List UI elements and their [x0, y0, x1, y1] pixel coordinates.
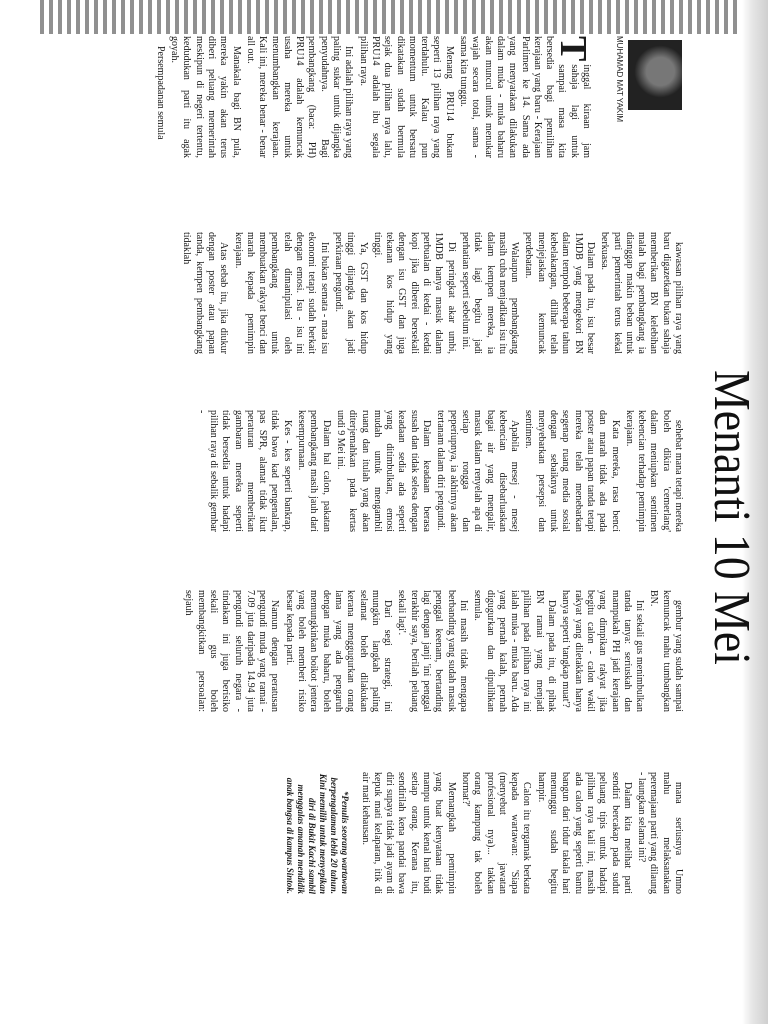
- column-paragraph: Calon itu tergamak berkata kepada wartawan: 'Siapa (menyebut jawatan profesional nya)... takkan orang kampung tak boleh hormat?': [459, 772, 533, 894]
- column-paragraph: Kes - kes seperti bankrap, tidak bawa kad pengenalan, pas SPR, alamat tidak ikut peraturan memberikan gambaran mereka seperti tidak bersedia untuk hadapi pilihan raya di sebalik gembar -: [195, 410, 293, 532]
- article-column-3: [192, 410, 684, 532]
- byline: MUHAMAD MAT YAKIM: [615, 36, 624, 123]
- column-paragraph: mana seriusnya Umno mahu melaksanakan peremajaan parti yang dilaung - laungkan selama ini?: [636, 772, 684, 894]
- article-column-4: [180, 590, 684, 712]
- column-paragraph: Ini sekali gus menimbulkan tanda tanya: seriuskah dan mampukah PH jadi kerajaan yang dimpikan rakyat jika begitu calon - calon wakil rakyat yang diletakkan hanya hanya seperti 'tangkap muat'?: [560, 590, 646, 712]
- column-paragraph: Apabila mesej - mesej kebencian disebarluaskan bagai air yang mengalir, masuk dalam renyelah apa di setiap rongga dan peperiupnya, ia akhirnya akan tertanam dalam diri pengundi.: [435, 410, 521, 532]
- column-paragraph: Memangkah pemimpin yang buat kenyataan tidak mampu untuk kenal hati budi setiap orang. Kerana itu, sendirilah kena pandai bawa diri supaya tidak jadi ayam di kepuk mati kelaparan, itik di air mati kehausan.: [359, 772, 457, 894]
- column-paragraph: Ini adalah pilihan raya yang paling sukar untuk dijangka penyudahnya. Bagi pembangkang (baca: PH) PRU14 adalah kemuncak usaha mereka untuk menumbangkan kerajaan. Kali ini, mereka benar - benar all out.: [244, 36, 355, 158]
- column-paragraph: Dalam pada itu, di pihak BN ramai yang menjadi pilihan pada pilihan raya ini ialah muka - muka baru. Ada yang pernah kalah, pernah digugurkan dan dipulihkan semula.: [472, 590, 558, 712]
- column-paragraph: kawasan pilihan raya yang baru digazetkan bukan sahaja memberikan BN kelebihan malah bagi pembangkang ia dianggap makin beban untuk parti pemerintah terus kekal berkuasa.: [599, 232, 684, 354]
- article-column-1: [2, 36, 592, 158]
- headline: Menanti 10 Mei: [703, 370, 760, 665]
- column-paragraph: Dalam pada itu, isu besar 1MDB yang mengekori BN dalam tempoh beberapa tahun kebelakangan, dilihat telah menjejaskan kemuncak perdebatan.: [523, 232, 596, 354]
- column-paragraph: Dalam hal calon, pakatan pembangkang masih jauh dari kesempurnaan.: [296, 410, 332, 532]
- article-column-2: [178, 232, 684, 354]
- author-photo: [628, 40, 682, 110]
- column-paragraph: gembur yang sudah sampai kemuncak mahu tumbangkan BN.: [648, 590, 684, 712]
- author-note: *Penulis seorang wartawan berpengalaman lebih 20 tahun. Kini memilih untuk menyepikan diri di Bukit Kachi sambil menggalas amanah mendidik anak bangsa di kampus Sintok.: [285, 773, 351, 894]
- article-column-5: [282, 772, 684, 894]
- column-paragraph: Kata mereka, rasa benci dan marah tidak ada pada poster atau papan tanda tetapi mereka telah menebarkan segenap ruang media sosial dengan sebaiknya untuk menyebarkan persepsi dan sentimen.: [523, 410, 621, 532]
- column-paragraph: Ini masih tidak mengapa berbanding yang sudah masuk penggal keenam, bertanding lagi dengan janji 'ini penggal terakhir saya, berilah peluang sekali lagi'.: [396, 590, 469, 712]
- column-paragraph: Dalam keadaan berasa susah dan tidak selesa dengan keadaan sedia ada seperti yang ditimbulkan, emosi mudah untuk mengambil ruang dan itulah yang akan diterjemahkan pada kertas undi 9 Mei ini.: [334, 410, 433, 532]
- column-paragraph: Walaupun pembangkang masih cuba menjadikan isu itu dalam kempen mereka, ia tidak lagi begitu jadi perhatian seperti sebelum ini.: [459, 232, 521, 354]
- column-paragraph: T inggal kiraan jam sahaja lagi untuk sampai masa kita bersedia bagi pemilihan kerajaan yang baru - Kerajaan Parlimen ke 14. Sama ada yang menyatakan dilakukan dalam muka - muka baharu akan muncul untuk menukar wajah secara total, sama - sama kita tunggu.: [458, 36, 594, 158]
- column-paragraph: Namun dengan peratusan pengundi muda yang ramai - 7.09 juta daripada 14.94 juta pengundi seluruh negara - tindakan ini juga berisiko sekali gus boleh membangkitkan persoalan: sejauh: [183, 590, 281, 712]
- drop-cap: T: [552, 36, 594, 62]
- column-paragraph: Menang PRU14 bukan seperti 13 pilihan raya yang terdahulu. Kalau pun momentum untuk bersatu dikatakan sudah bermula sejak dua pilihan raya lalu, PRU14 adalah ibu segala pilihan raya.: [357, 36, 455, 158]
- column-paragraph: sehebat mana tetapi mereka boleh dikira 'cemerlang' dalam meniupkan sentimen kebencian terhadap pemimpin kerajaan.: [623, 410, 684, 532]
- column-paragraph: Dari segi strategi, ini mungkin langkah paling selamat boleh dilakukan kerana menggugurkan orang lama yang ada pengaruh dengan muka baharu, boleh memungkinkan boikot jentera yang boleh memberi risiko besar kepada parti.: [283, 590, 394, 712]
- column-paragraph: Atas sebab itu, jika diukur dengan poster atau papan tanda, kempen pembangkang tidaklah: [181, 232, 230, 354]
- column-paragraph: Ya, GST dan kos hidup tinggi dijangka akan jadi perkiraan pengundi.: [332, 232, 369, 354]
- column-paragraph: Persempadanan semula: [154, 46, 166, 140]
- column-paragraph: Dalam kita melihat parti sendiri bercakap pada sudut peluang tipis untuk hadapi pilihan raya kali ini, masih ada calon yang seperti bantu bangun dari tidur takala hari menunggu sudah begitu hampir.: [535, 772, 633, 894]
- column-paragraph: Manakala bagi BN pula, mereka yakin akan terus diberi peluang memerintah meskipun di negeri tertentu, kedudukan parti itu agak goyah.: [169, 36, 242, 158]
- column-paragraph: Ini bukan semata - mata isu ekonomi tetapi sudah berkait dengan emosi. Isu - isu ini telah dimanipulasi oleh pembangkang untuk membuatkan rakyat benci dan marah kepada pemimpin kerajaan.: [232, 232, 330, 354]
- column-paragraph: Di peringkat akar umbi, 1MDB hanya masuk dalam perbualan di kedai - kedai kopi jika diberei bersekali dengan isu GST dan juga tekanan kos hidup yang tinggi.: [371, 232, 457, 354]
